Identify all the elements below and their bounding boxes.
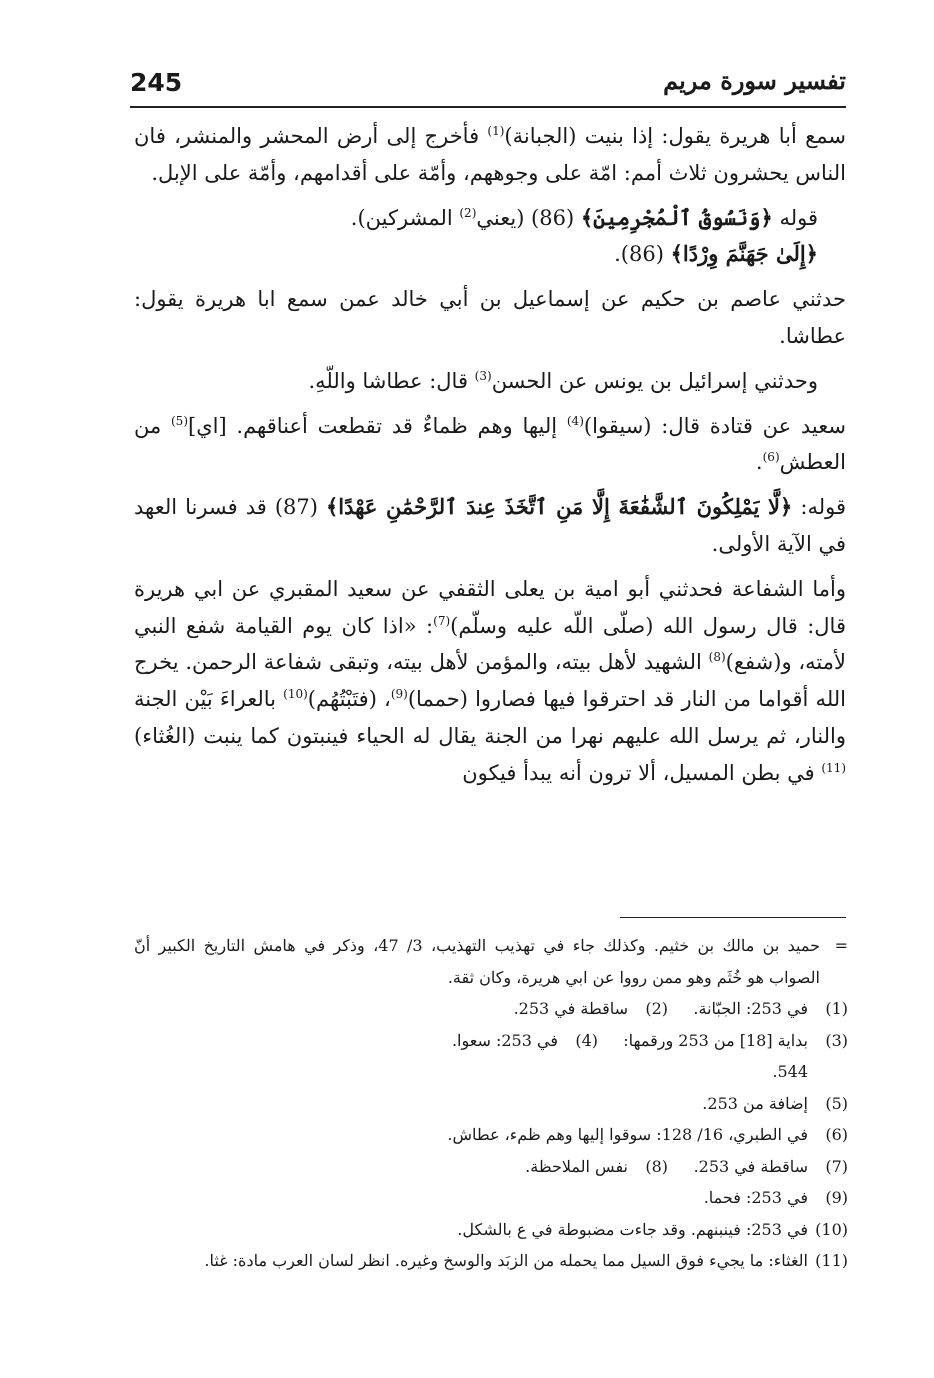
footnote-number: (9) <box>825 1188 848 1207</box>
continuation-mark: = <box>834 936 848 955</box>
footnote-text: في 253: الجبّانة. <box>693 999 808 1018</box>
footnote-number: (1) <box>825 999 848 1018</box>
text-run: . <box>755 450 763 475</box>
footnote-ref-11: (11) <box>821 760 846 775</box>
footnote-number: (3) <box>825 1030 848 1050</box>
footnote-row <box>134 1151 848 1183</box>
footnote-row <box>134 1245 848 1277</box>
text-run: إليها وهم ظماءٌ قد تقطعت أعناقهم. [اي] <box>188 413 567 438</box>
text-run: قوله <box>772 205 818 230</box>
footnote-row <box>134 1214 848 1246</box>
footnote-row <box>134 1119 848 1151</box>
footnote-row <box>134 1088 848 1120</box>
text-run: الشهيد لأهل بيته، والمؤمن لأهل بيته، وتبقى شفاعة الرحمن. يخرج الله أقواما من النار قد احترقوا فيها فصاروا (حمما) <box>134 650 846 712</box>
footnote-text: ساقطة في 253. <box>513 999 628 1018</box>
footnote-ref-7: (7) <box>433 613 451 628</box>
paragraph-6 <box>134 408 846 482</box>
footnote-divider <box>620 917 846 918</box>
footnote-ref-4: (4) <box>566 413 584 428</box>
text-run: (87) قد فسرنا العهد في الآية الأولى. <box>134 495 846 556</box>
footnote-number: (6) <box>825 1125 848 1144</box>
text-run: المشركين). <box>350 205 460 230</box>
footnote-row <box>134 1025 848 1088</box>
footnote-number: (4) <box>575 1030 598 1050</box>
footnote-ref-2: (2) <box>459 205 477 220</box>
footnote-text: ساقطة في 253. <box>693 1156 808 1176</box>
footnote-text: نفس الملاحظة. <box>525 1156 628 1176</box>
footnote-text: في 253: سعوا. <box>451 1030 558 1050</box>
running-title: تفسير سورة مريم <box>663 66 846 95</box>
footnote-7 <box>668 1151 848 1183</box>
footnote-6 <box>447 1119 848 1151</box>
text-run: قال: عطاشا واللّهِ. <box>308 368 475 393</box>
text-run: بالعراءَ بَيْن الجنة والنار، ثم يرسل الله عليهم نهرا من الجنة يقال له الحياء فينبتون كما ينبت (الغُثاء) <box>134 687 846 748</box>
quran-verse: ﴿إِلَىٰ جَهَنَّمَ وِرْدًا﴾ <box>670 241 818 267</box>
footnote-number: (8) <box>645 1156 668 1176</box>
paragraph-3 <box>134 236 846 273</box>
footnote-11 <box>134 1245 848 1277</box>
text-run: سمع أبا هريرة يقول: إذا بنيت (الجبانة) <box>504 124 846 148</box>
footnote-row <box>134 993 848 1025</box>
text-run: من العطش <box>134 413 846 475</box>
paragraph-1 <box>134 118 846 192</box>
page-header <box>130 62 846 108</box>
footnote-row <box>134 1182 848 1214</box>
text-run: (86). <box>614 242 671 267</box>
footnote-2 <box>514 993 668 1025</box>
footnote-text: الغثاء: ما يجيء فوق السيل مما يحمله من الزبَد والوسخ وغيره. انظر لسان العرب مادة: غثا. <box>204 1251 808 1270</box>
footnote-text: إضافة من 253. <box>702 1093 808 1113</box>
continuation-text: حميد بن مالك بن خثيم. وكذلك جاء في تهذيب التهذيب، 3/ 47، وذكر في هامش التاريخ الكبير أنّ الصواب هو خُثَم وهو ممن رووا عن ابي هريرة، وكان ثقة. <box>134 936 821 987</box>
footnote-ref-10: (10) <box>283 687 308 702</box>
footnote-3 <box>598 1025 848 1088</box>
footnote-text: بداية [18] من 253 ورقمها: 544. <box>623 1030 808 1081</box>
main-text <box>134 118 846 792</box>
footnotes <box>134 930 848 1277</box>
footnote-number: (2) <box>645 999 668 1018</box>
footnote-4 <box>452 1025 598 1088</box>
text-run: سعيد عن قتادة قال: (سيقوا) <box>583 413 846 438</box>
footnote-text: في 253: فينبنهم. وقد جاءت مضبوطة في ع بالشكل. <box>457 1219 808 1239</box>
footnote-8 <box>525 1151 668 1183</box>
paragraph-5 <box>134 363 846 400</box>
text-run: فأخرج إلى أرض المحشر والمنشر، فان الناس يحشرون ثلاث أمم: امّة على وجوههم، وأمّة على أقدامهم، وأمّة على الإبل. <box>134 124 846 185</box>
footnote-ref-1: (1) <box>487 124 505 138</box>
footnote-ref-9: (9) <box>390 687 408 702</box>
footnote-number: (7) <box>825 1156 848 1176</box>
text-run: في بطن المسيل، ألا ترون أنه يبدأ فيكون <box>462 760 822 785</box>
footnote-ref-8: (8) <box>708 650 726 665</box>
paragraph-8 <box>134 571 846 792</box>
footnote-text: في الطبري، 16/ 128: سوقوا إليها وهم ظمء، عطاش. <box>447 1125 808 1144</box>
footnote-continuation <box>134 930 848 993</box>
text-run: وأما الشفاعة فحدثني أبو امية بن يعلى الثقفي عن سعيد المقبري عن ابي هريرة قال: قال رسول الله (صلّى اللّه عليه وسلّم) <box>134 576 846 638</box>
paragraph-2 <box>134 200 846 237</box>
text-run: : «اذا كان يوم القيامة شفع النبي لأمته، و(شفع) <box>134 613 846 675</box>
footnote-number: (11) <box>815 1251 848 1270</box>
text-run: ، (فتَبْتُهُم) <box>307 687 391 712</box>
footnote-text: في 253: فحما. <box>703 1188 808 1207</box>
footnote-9 <box>704 1182 848 1214</box>
footnote-10 <box>457 1214 848 1246</box>
footnote-ref-3: (3) <box>474 368 492 383</box>
quran-verse: ﴿لَّا يَمْلِكُونَ ٱلشَّفَٰعَةَ إِلَّا مَنِ ٱتَّخَذَ عِندَ ٱلرَّحْمَٰنِ عَهْدًا﴾ <box>326 494 793 520</box>
footnote-ref-6: (6) <box>762 450 780 465</box>
footnote-number: (10) <box>815 1219 848 1239</box>
footnote-1 <box>668 993 848 1025</box>
page-number: 245 <box>130 68 183 97</box>
footnote-ref-5: (5) <box>170 413 188 428</box>
text-run: وحدثني إسرائيل بن يونس عن الحسن <box>491 368 818 393</box>
paragraph-7 <box>134 489 846 563</box>
quran-verse: ﴿وَنَسُوقُ ٱلْمُجْرِمِينَ﴾ <box>580 204 773 230</box>
footnote-number: (5) <box>825 1093 848 1113</box>
paragraph-4: حدثني عاصم بن حكيم عن إسماعيل بن أبي خالد عمن سمع ابا هريرة يقول: عطاشا. <box>134 287 846 348</box>
text-run: (86) (يعني <box>476 205 581 230</box>
text-run: قوله: <box>792 495 846 520</box>
footnote-5 <box>702 1088 848 1120</box>
